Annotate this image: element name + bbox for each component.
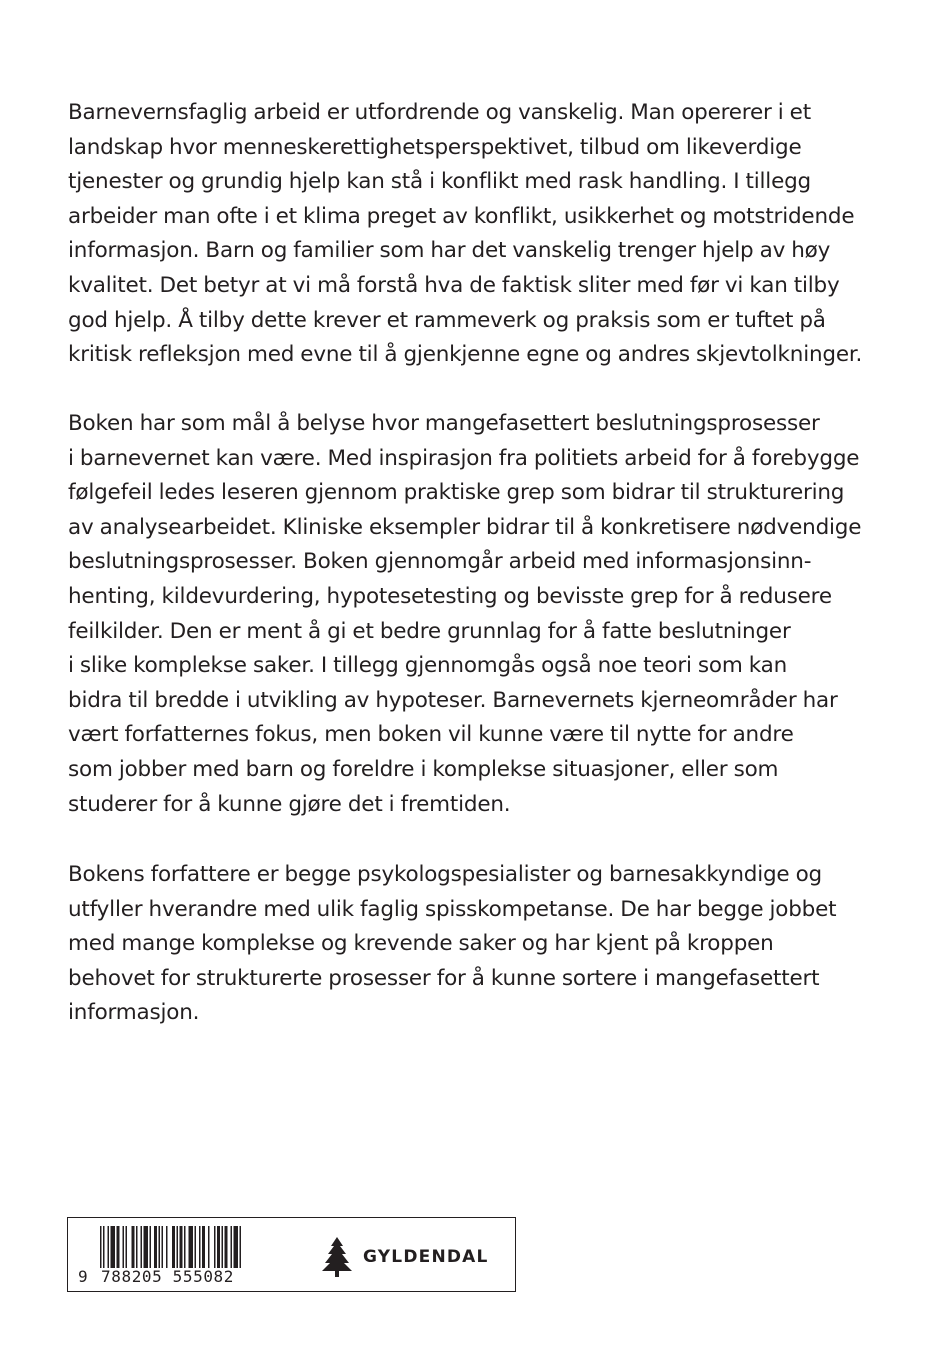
barcode-bar <box>162 1226 164 1268</box>
barcode-bar <box>111 1226 116 1268</box>
text-line: tjenester og grundig hjelp kan stå i konflikt med rask handling. I tillegg <box>68 169 811 195</box>
publisher-name: GYLDENDAL <box>363 1247 489 1267</box>
barcode-bar <box>108 1226 110 1268</box>
isbn-digits: 788205 555082 <box>101 1267 235 1286</box>
barcode-bar <box>177 1226 179 1268</box>
text-line: behovet for strukturerte prosesser for å kunne sortere i mangefasettert <box>68 965 820 991</box>
barcode-bar <box>141 1226 143 1268</box>
barcode-bar <box>231 1226 233 1268</box>
barcode-publisher-box <box>67 1217 516 1292</box>
text-line: kritisk refleksjon med evne til å gjenkjenne egne og andres skjevtolkninger. <box>68 342 863 368</box>
barcode-bar <box>222 1226 224 1268</box>
isbn-lead-digit: 9 <box>78 1267 89 1286</box>
blurb-paragraph-3 <box>68 858 858 1031</box>
barcode-bar <box>144 1226 149 1268</box>
barcode-bar <box>136 1226 138 1268</box>
barcode-bar <box>195 1226 197 1268</box>
barcode-bar <box>214 1226 216 1268</box>
text-line: kvalitet. Det betyr at vi må forstå hva de faktisk sliter med før vi kan tilby <box>68 272 840 298</box>
barcode-bar <box>202 1226 205 1268</box>
publisher-logo <box>320 1237 489 1277</box>
text-line: henting, kildevurdering, hypotesetesting og bevisste grep for å redusere <box>68 583 832 609</box>
barcode-bar <box>123 1226 125 1268</box>
text-line: informasjon. <box>68 1000 200 1026</box>
text-line: studerer for å kunne gjøre det i fremtiden. <box>68 791 511 817</box>
text-line: arbeider man ofte i et klima preget av konflikt, usikkerhet og motstridende <box>68 203 855 229</box>
text-line: av analysearbeidet. Kliniske eksempler bidrar til å konkretisere nødvendige <box>68 514 862 540</box>
barcode-bar <box>189 1226 194 1268</box>
text-line: Boken har som mål å belyse hvor mangefasettert beslutningsprosesser <box>68 411 820 436</box>
text-line: informasjon. Barn og familier som har det vanskelig trenger hjelp av høy <box>68 238 831 264</box>
text-line: utfyller hverandre med ulik faglig spisskompetanse. De har begge jobbet <box>68 896 837 922</box>
barcode-bars <box>78 1226 268 1268</box>
text-line: i slike komplekse saker. I tillegg gjennomgås også noe teori som kan <box>68 653 788 679</box>
barcode-bar <box>126 1226 128 1268</box>
barcode-bar <box>132 1226 135 1268</box>
text-line: beslutningsprosesser. Boken gjennomgår arbeid med informasjonsinn- <box>68 549 812 575</box>
barcode-bar <box>150 1226 152 1268</box>
text-line: bidra til bredde i utvikling av hypoteser. Barnevernets kjerneområder har <box>68 687 838 713</box>
barcode-bar <box>217 1226 220 1268</box>
barcode-bar <box>166 1226 168 1268</box>
text-line: Bokens forfattere er begge psykologspesialister og barnesakkyndige og <box>68 862 822 887</box>
text-line: følgefeil ledes leseren gjennom praktiske grep som bidrar til strukturering <box>68 480 845 506</box>
barcode-bar <box>172 1226 175 1268</box>
text-line: landskap hvor menneskerettighetsperspektivet, tilbud om likeverdige <box>68 134 802 160</box>
barcode-bar <box>159 1226 161 1268</box>
text-line: vært forfatternes fokus, men boken vil kunne være til nytte for andre <box>68 722 794 748</box>
text-line: Barnevernsfaglig arbeid er utfordrende og vanskelig. Man opererer i et <box>68 100 811 125</box>
barcode-bar <box>208 1226 210 1268</box>
text-line: som jobber med barn og foreldre i komplekse situasjoner, eller som <box>68 756 779 782</box>
blurb-paragraph-1 <box>68 96 863 373</box>
barcode-bar <box>100 1226 102 1268</box>
barcode-bar <box>240 1226 242 1268</box>
isbn-number <box>78 1268 268 1286</box>
spruce-tree-icon <box>320 1237 354 1277</box>
barcode-bar <box>234 1226 239 1268</box>
barcode-bar <box>103 1226 105 1268</box>
text-line: god hjelp. Å tilby dette krever et rammeverk og praksis som er tuftet på <box>68 307 826 333</box>
text-line: feilkilder. Den er ment å gi et bedre grunnlag for å fatte beslutninger <box>68 618 791 644</box>
text-line: i barnevernet kan være. Med inspirasjon fra politiets arbeid for å forebygge <box>68 445 860 471</box>
barcode-bar <box>225 1226 228 1268</box>
isbn-barcode <box>78 1226 268 1284</box>
barcode-bar <box>117 1226 120 1268</box>
barcode-bar <box>154 1226 157 1268</box>
barcode-bar <box>184 1226 186 1268</box>
barcode-bar <box>180 1226 183 1268</box>
barcode-bar <box>199 1226 201 1268</box>
text-line: med mange komplekse og krevende saker og har kjent på kroppen <box>68 931 774 957</box>
blurb-paragraph-2 <box>68 407 862 822</box>
